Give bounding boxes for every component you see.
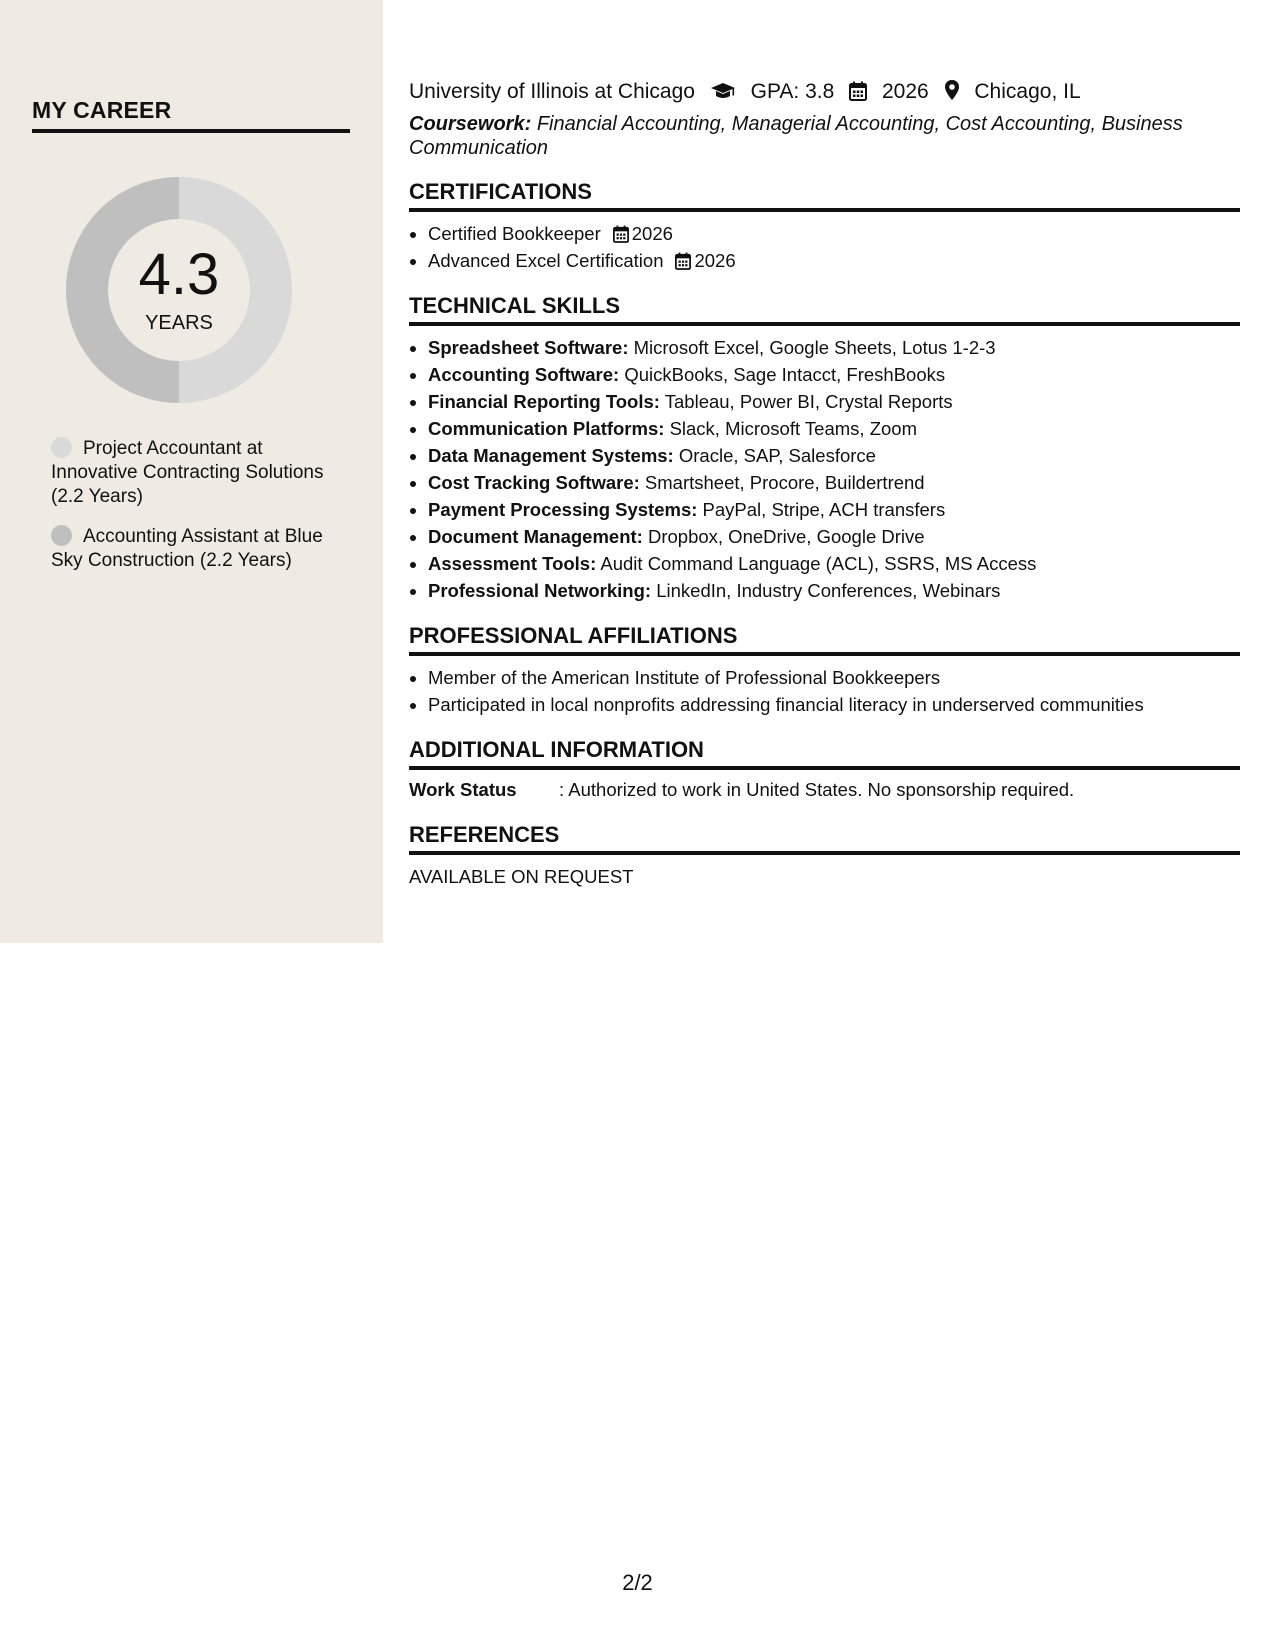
map-pin-icon (944, 79, 960, 109)
work-status (409, 776, 1240, 803)
skill-item (428, 415, 1240, 442)
career-role-item (51, 437, 341, 509)
skill-item (428, 334, 1240, 361)
skill-item (428, 388, 1240, 415)
skill-value: Dropbox, OneDrive, Google Drive (647, 526, 925, 547)
skill-label: Document Management: (428, 526, 643, 547)
skill-value: LinkedIn, Industry Conferences, Webinars (656, 580, 1001, 601)
skill-item (428, 577, 1240, 604)
skill-value: Tableau, Power BI, Crystal Reports (664, 391, 953, 412)
technical-skills-title: TECHNICAL SKILLS (409, 293, 1240, 326)
skill-value: Smartsheet, Procore, Buildertrend (644, 472, 925, 493)
work-status-value: : Authorized to work in United States. No sponsorship required. (559, 779, 1075, 800)
certification-name: Certified Bookkeeper (428, 223, 601, 244)
skill-value: Audit Command Language (ACL), SSRS, MS Access (600, 553, 1037, 574)
main-content (409, 78, 1240, 888)
legend-dot-icon (51, 437, 72, 458)
career-legend (51, 437, 341, 589)
additional-information-title: ADDITIONAL INFORMATION (409, 737, 1240, 770)
career-role-text: Accounting Assistant at Blue Sky Construction (2.2 Years) (51, 526, 323, 571)
school-location: Chicago, IL (974, 80, 1081, 103)
references-title: REFERENCES (409, 822, 1240, 855)
certification-date: 2026 (694, 250, 736, 271)
graduation-cap-icon (710, 81, 736, 109)
certifications-title: CERTIFICATIONS (409, 179, 1240, 212)
skill-label: Cost Tracking Software: (428, 472, 640, 493)
career-section-title: MY CAREER (32, 97, 350, 133)
certification-item (428, 247, 1240, 274)
affiliations-title: PROFESSIONAL AFFILIATIONS (409, 623, 1240, 656)
certifications-list (409, 220, 1240, 274)
skill-label: Data Management Systems: (428, 445, 674, 466)
skills-list (409, 334, 1240, 604)
graduation-year: 2026 (881, 80, 929, 103)
calendar-icon (613, 225, 629, 243)
work-status-label: Work Status (409, 779, 517, 800)
skill-value: PayPal, Stripe, ACH transfers (702, 499, 946, 520)
legend-dot-icon (51, 525, 72, 546)
calendar-icon (849, 81, 867, 109)
total-years-value: 4.3 (138, 242, 220, 307)
skill-value: Slack, Microsoft Teams, Zoom (669, 418, 917, 439)
skill-value: QuickBooks, Sage Intacct, FreshBooks (624, 364, 946, 385)
skill-item (428, 550, 1240, 577)
school-name: University of Illinois at Chicago (409, 80, 695, 103)
skill-label: Spreadsheet Software: (428, 337, 629, 358)
skill-item (428, 361, 1240, 388)
affiliations-list (409, 664, 1240, 718)
skill-item (428, 442, 1240, 469)
skill-value: Microsoft Excel, Google Sheets, Lotus 1-2-3 (633, 337, 996, 358)
coursework-label: Coursework: (409, 113, 532, 135)
skill-label: Assessment Tools: (428, 553, 597, 574)
references-text: AVAILABLE ON REQUEST (409, 866, 634, 887)
skill-label: Communication Platforms: (428, 418, 665, 439)
page-number: 2/2 (622, 1570, 653, 1595)
certification-item (428, 220, 1240, 247)
certification-name: Advanced Excel Certification (428, 250, 664, 271)
coursework (409, 112, 1240, 160)
calendar-icon (675, 252, 691, 270)
affiliation-item: • Member of the American Institute of Professional Bookkeepers (428, 664, 1240, 691)
career-role-item (51, 525, 341, 573)
skill-label: Payment Processing Systems: (428, 499, 698, 520)
skill-label: Financial Reporting Tools: (428, 391, 660, 412)
certification-date: 2026 (631, 223, 673, 244)
skill-item (428, 523, 1240, 550)
total-years-label: YEARS (145, 312, 213, 334)
career-role-text: Project Accountant at Innovative Contracting Solutions (2.2 Years) (51, 438, 324, 507)
education-line (409, 78, 1240, 109)
gpa: GPA: 3.8 (750, 80, 835, 103)
sidebar (0, 0, 383, 943)
skill-label: Professional Networking: (428, 580, 652, 601)
skill-value: Oracle, SAP, Salesforce (678, 445, 876, 466)
skill-label: Accounting Software: (428, 364, 620, 385)
affiliation-item: • Participated in local nonprofits addressing financial literacy in underserved communities (428, 691, 1240, 718)
skill-item (428, 469, 1240, 496)
skill-item (428, 496, 1240, 523)
coursework-list: Financial Accounting, Managerial Accounting, Cost Accounting, Business Communication (409, 113, 1183, 159)
